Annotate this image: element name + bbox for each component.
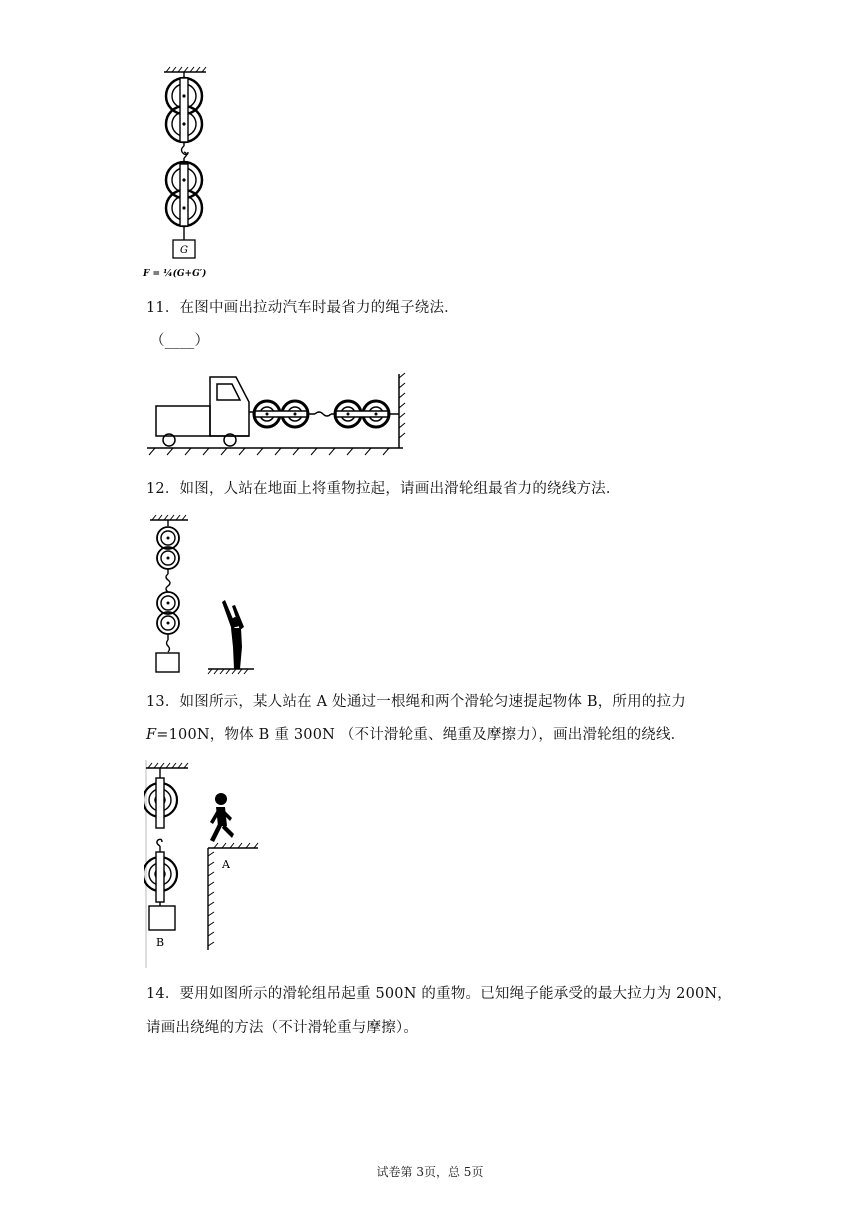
q12-pulley-figure [144, 512, 264, 676]
formula-label: F = ¼(G+G′) [143, 269, 207, 279]
q11-text: 11．在图中画出拉动汽车时最省力的绳子绕法． [146, 300, 459, 316]
force-variable-f: F [146, 727, 157, 743]
label-b: B [156, 936, 165, 949]
label-a: A [222, 858, 230, 871]
weight-label-g: G [180, 245, 188, 256]
q10-pulley-figure [140, 66, 240, 284]
q12-text: 12．如图，人站在地面上将重物拉起，请画出滑轮组最省力的绕线方法． [146, 481, 621, 497]
q11-answer-blank[interactable]: （____） [150, 333, 210, 349]
page-footer: 试卷第 3页，总 5页 [376, 1165, 484, 1179]
q13-line2 [146, 725, 685, 745]
q11-truck-figure [145, 370, 415, 456]
q14-line1: 14．要用如图所示的滑轮组吊起重 500N 的重物。已知绳子能承受的最大拉力为 200N， [146, 986, 733, 1002]
q13-line2-text: =100N，物体 B 重 300N （不计滑轮重、绳重及摩擦力），画出滑轮组的绕线． [156, 727, 686, 743]
q13-line1: 13．如图所示，某人站在 A 处通过一根绳和两个滑轮匀速提起物体 B，所用的拉力 [146, 694, 686, 710]
q13-pulley-figure [144, 760, 268, 970]
q14-line2: 请画出绕绳的方法（不计滑轮重与摩擦）。 [146, 1020, 419, 1036]
